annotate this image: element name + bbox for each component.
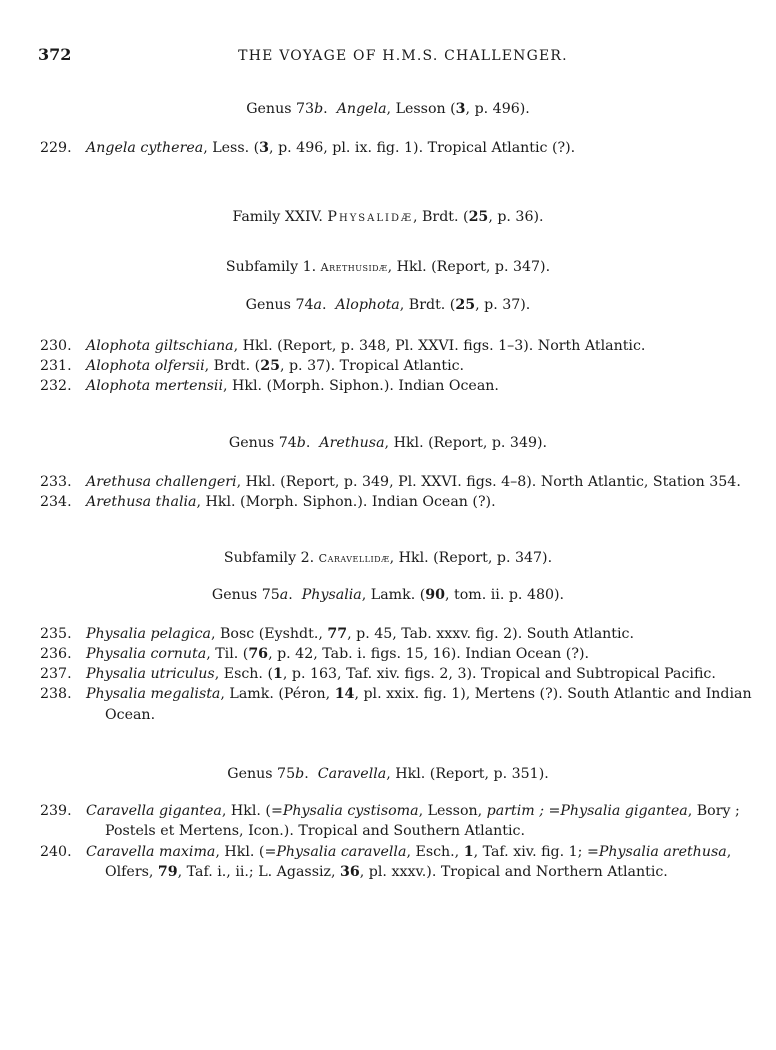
genus-heading-73b: Genus 73b. Angela, Lesson (3, p. 496). (246, 101, 530, 117)
genus-heading-74b: Genus 74b. Arethusa, Hkl. (Report, p. 349). (228, 435, 548, 451)
page-number: 372 (38, 45, 72, 64)
genus-heading-74a: Genus 74a. Alophota, Brdt. (25, p. 37). (245, 297, 531, 313)
subfamily-heading-1: Subfamily 1. Arethusidæ, Hkl. (Report, p. 347). (225, 259, 551, 275)
genus-heading-75b: Genus 75b. Caravella, Hkl. (Report, p. 351). (227, 766, 549, 782)
running-head: THE VOYAGE OF H.M.S. CHALLENGER. (238, 48, 568, 64)
family-heading-24: Family XXIV. Physalidæ, Brdt. (25, p. 36). (232, 209, 544, 225)
genus-heading-75a: Genus 75a. Physalia, Lamk. (90, tom. ii. p. 480). (211, 587, 565, 603)
subfamily-heading-2: Subfamily 2. Caravellidæ, Hkl. (Report, p. 347). (223, 550, 553, 566)
